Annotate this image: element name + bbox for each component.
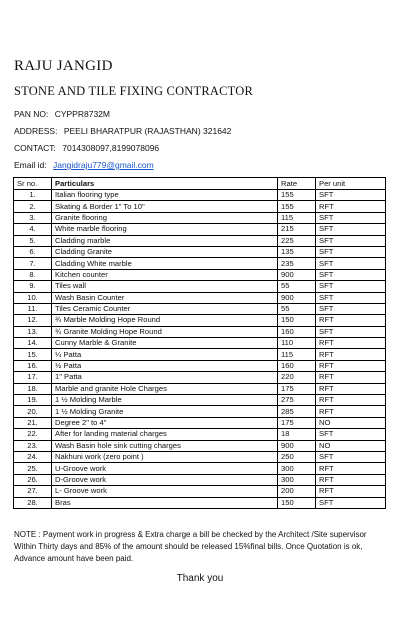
cell-per-unit: RFT [316, 383, 386, 394]
cell-sr-no: 19. [14, 395, 52, 406]
pan-value: CYPPR8732M [54, 109, 110, 119]
cell-sr-no: 16. [14, 360, 52, 371]
cell-sr-no: 18. [14, 383, 52, 394]
cell-sr-no: 25. [14, 463, 52, 474]
header-per-unit: Per unit [316, 178, 386, 190]
cell-particulars: Cladding White marble [52, 258, 278, 269]
cell-particulars: Bras [52, 497, 278, 508]
cell-particulars: Cladding marble [52, 235, 278, 246]
address-line [14, 126, 231, 136]
rate-table [13, 177, 386, 509]
cell-sr-no: 3. [14, 212, 52, 223]
cell-per-unit: SFT [316, 258, 386, 269]
header-particulars: Particulars [52, 178, 278, 190]
table-row [14, 395, 386, 406]
table-row [14, 429, 386, 440]
cell-particulars: ½ Patta [52, 360, 278, 371]
cell-per-unit: RFT [316, 315, 386, 326]
cell-particulars: Kitchen counter [52, 269, 278, 280]
cell-per-unit: SFT [316, 451, 386, 462]
cell-per-unit: RFT [316, 201, 386, 212]
table-row [14, 292, 386, 303]
cell-particulars: L- Groove work [52, 486, 278, 497]
cell-particulars: ¾ Marble Molding Hope Round [52, 315, 278, 326]
cell-particulars: Marble and granite Hole Charges [52, 383, 278, 394]
cell-sr-no: 15. [14, 349, 52, 360]
cell-rate: 18 [278, 429, 316, 440]
table-row [14, 417, 386, 428]
table-row [14, 235, 386, 246]
cell-per-unit: SFT [316, 429, 386, 440]
cell-rate: 900 [278, 269, 316, 280]
cell-particulars: Italian flooring type [52, 190, 278, 201]
cell-particulars: Granite flooring [52, 212, 278, 223]
cell-particulars: D-Groove work [52, 474, 278, 485]
cell-rate: 155 [278, 201, 316, 212]
cell-rate: 900 [278, 440, 316, 451]
table-row [14, 383, 386, 394]
cell-rate: 160 [278, 360, 316, 371]
cell-particulars: Skating & Border 1" To 10" [52, 201, 278, 212]
table-row [14, 224, 386, 235]
cell-per-unit: RFT [316, 372, 386, 383]
table-row [14, 486, 386, 497]
cell-sr-no: 14. [14, 338, 52, 349]
email-link[interactable]: Jangidraju779@gmail.com [52, 160, 154, 170]
cell-rate: 55 [278, 303, 316, 314]
table-row [14, 303, 386, 314]
cell-rate: 115 [278, 349, 316, 360]
table-row [14, 497, 386, 508]
cell-sr-no: 5. [14, 235, 52, 246]
cell-particulars: Wash Basin Counter [52, 292, 278, 303]
cell-rate: 155 [278, 190, 316, 201]
cell-particulars: White marble flooring [52, 224, 278, 235]
cell-rate: 110 [278, 338, 316, 349]
table-row [14, 212, 386, 223]
cell-sr-no: 12. [14, 315, 52, 326]
pan-line [14, 109, 110, 119]
cell-particulars: Tiles wall [52, 281, 278, 292]
table-row [14, 338, 386, 349]
cell-rate: 175 [278, 417, 316, 428]
cell-per-unit: RFT [316, 395, 386, 406]
cell-particulars: Cladding Granite [52, 246, 278, 257]
cell-rate: 55 [278, 281, 316, 292]
cell-sr-no: 10. [14, 292, 52, 303]
cell-per-unit: SFT [316, 190, 386, 201]
cell-particulars: Wash Basin hole sink cutting charges [52, 440, 278, 451]
cell-per-unit: SFT [316, 292, 386, 303]
table-row [14, 360, 386, 371]
pan-label: PAN NO: [14, 109, 49, 119]
cell-sr-no: 20. [14, 406, 52, 417]
cell-particulars: Nakhuni work (zero point ) [52, 451, 278, 462]
cell-particulars: 1" Patta [52, 372, 278, 383]
header-rate: Rate [278, 178, 316, 190]
cell-sr-no: 6. [14, 246, 52, 257]
cell-per-unit: SFT [316, 497, 386, 508]
cell-per-unit: SFT [316, 246, 386, 257]
email-label: Email id: [14, 160, 47, 170]
cell-per-unit: SFT [316, 212, 386, 223]
cell-sr-no: 22. [14, 429, 52, 440]
rate-table-body [14, 190, 386, 509]
header-sr-no: Sr no. [14, 178, 52, 190]
contact-label: CONTACT: [14, 143, 56, 153]
cell-sr-no: 2. [14, 201, 52, 212]
cell-per-unit: SFT [316, 224, 386, 235]
table-row [14, 463, 386, 474]
cell-rate: 175 [278, 383, 316, 394]
cell-sr-no: 26. [14, 474, 52, 485]
email-line [14, 160, 154, 170]
table-row [14, 440, 386, 451]
cell-particulars: U-Groove work [52, 463, 278, 474]
cell-per-unit: RFT [316, 406, 386, 417]
cell-rate: 200 [278, 486, 316, 497]
cell-rate: 250 [278, 451, 316, 462]
cell-per-unit: SFT [316, 281, 386, 292]
cell-per-unit: RFT [316, 463, 386, 474]
cell-rate: 135 [278, 246, 316, 257]
cell-rate: 160 [278, 326, 316, 337]
table-row [14, 326, 386, 337]
cell-rate: 285 [278, 406, 316, 417]
table-row [14, 258, 386, 269]
cell-sr-no: 1. [14, 190, 52, 201]
cell-sr-no: 27. [14, 486, 52, 497]
table-row [14, 372, 386, 383]
cell-rate: 235 [278, 258, 316, 269]
table-row [14, 269, 386, 280]
cell-particulars: After for landing material charges [52, 429, 278, 440]
cell-particulars: ¼ Patta [52, 349, 278, 360]
contact-line [14, 143, 159, 153]
cell-rate: 275 [278, 395, 316, 406]
table-row [14, 474, 386, 485]
cell-sr-no: 8. [14, 269, 52, 280]
cell-rate: 225 [278, 235, 316, 246]
cell-rate: 900 [278, 292, 316, 303]
table-row [14, 246, 386, 257]
table-row [14, 201, 386, 212]
cell-per-unit: RFT [316, 349, 386, 360]
cell-particulars: 1 ½ Molding Marble [52, 395, 278, 406]
cell-rate: 150 [278, 497, 316, 508]
cell-sr-no: 7. [14, 258, 52, 269]
cell-rate: 220 [278, 372, 316, 383]
cell-rate: 150 [278, 315, 316, 326]
cell-sr-no: 9. [14, 281, 52, 292]
contractor-subtitle: STONE AND TILE FIXING CONTRACTOR [14, 84, 254, 98]
cell-rate: 300 [278, 463, 316, 474]
address-label: ADDRESS: [14, 126, 58, 136]
cell-per-unit: RFT [316, 486, 386, 497]
address-value: PEELI BHARATPUR (RAJASTHAN) 321642 [63, 126, 232, 136]
table-row [14, 281, 386, 292]
cell-sr-no: 21. [14, 417, 52, 428]
table-row [14, 190, 386, 201]
table-row [14, 349, 386, 360]
table-row [14, 406, 386, 417]
cell-per-unit: SFT [316, 303, 386, 314]
cell-sr-no: 23. [14, 440, 52, 451]
cell-particulars: ¾ Granite Molding Hope Round [52, 326, 278, 337]
cell-sr-no: 28. [14, 497, 52, 508]
cell-rate: 115 [278, 212, 316, 223]
table-row [14, 315, 386, 326]
cell-per-unit: RFT [316, 360, 386, 371]
payment-note: NOTE : Payment work in progress & Extra charge a bill be checked by the Architect /Site supervisor Within Thirty days and 85% of the amount should be released 15%final bills. Once Quotation is ok, Advance amount have been paid. [14, 530, 367, 563]
cell-sr-no: 13. [14, 326, 52, 337]
cell-rate: 300 [278, 474, 316, 485]
cell-sr-no: 24. [14, 451, 52, 462]
cell-rate: 215 [278, 224, 316, 235]
cell-per-unit: RFT [316, 338, 386, 349]
table-header-row [14, 178, 386, 190]
contact-value: 7014308097,8199078096 [62, 143, 160, 153]
cell-sr-no: 4. [14, 224, 52, 235]
cell-sr-no: 17. [14, 372, 52, 383]
cell-particulars: Degree 2" to 4" [52, 417, 278, 428]
cell-particulars: 1 ½ Molding Granite [52, 406, 278, 417]
contractor-name: RAJU JANGID [14, 58, 113, 74]
cell-per-unit: RFT [316, 474, 386, 485]
cell-per-unit: SFT [316, 269, 386, 280]
thank-you: Thank you [176, 573, 224, 584]
cell-particulars: Tiles Ceramic Counter [52, 303, 278, 314]
cell-per-unit: NO [316, 417, 386, 428]
cell-sr-no: 11. [14, 303, 52, 314]
cell-per-unit: SFT [316, 326, 386, 337]
cell-per-unit: NO [316, 440, 386, 451]
cell-particulars: Cunny Marble & Granite [52, 338, 278, 349]
cell-per-unit: SFT [316, 235, 386, 246]
table-row [14, 451, 386, 462]
